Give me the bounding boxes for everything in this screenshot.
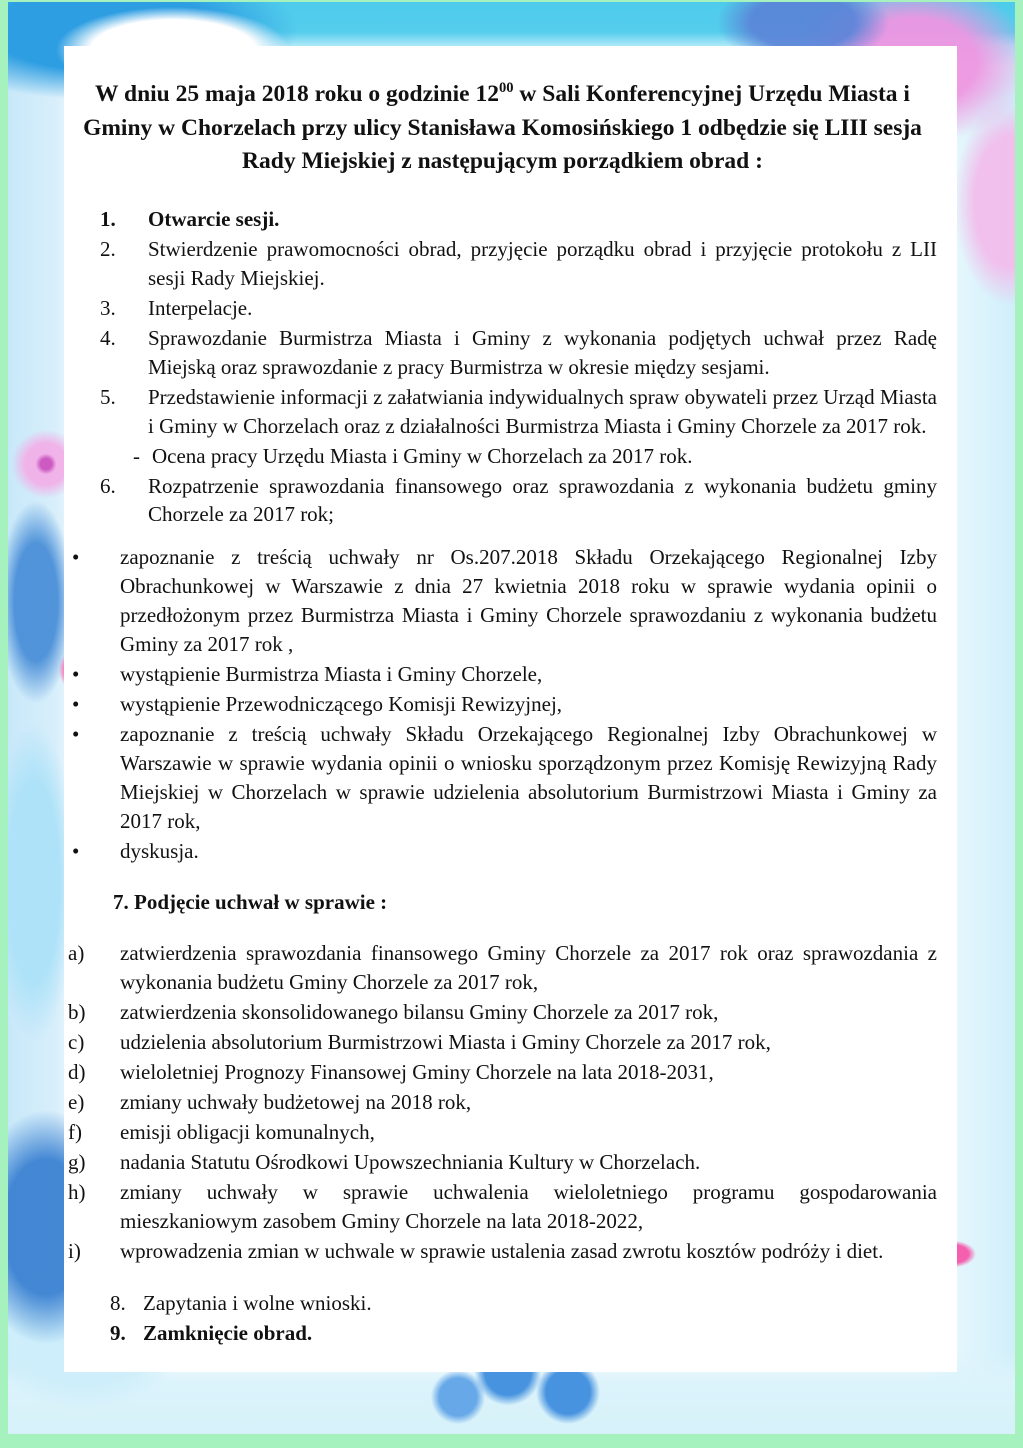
document-heading [68,78,937,179]
resolution-item-c [64,1028,943,1057]
bullet-marker: • [72,662,80,687]
letter-marker: g) [68,1149,86,1174]
list-marker: 2. [100,236,116,261]
bullet-marker: • [72,692,80,717]
resolution-item-i [64,1237,943,1266]
agenda-item-text: Sprawozdanie Burmistrza Miasta i Gminy z wykonania podjętych uchwał przez Radę Miejską oraz sprawozdanie z pracy Burmistrza w okresie między sesjami. [148,325,937,379]
document-sheet [64,46,957,1372]
agenda-item-text: Zamknięcie obrad. [143,1321,313,1346]
agenda-item-2 [64,235,943,293]
agenda-item-text: Rozpatrzenie sprawozdania finansowego oraz sprawozdania z wykonania budżetu gminy Chorzele za 2017 rok; [148,473,937,527]
agenda-item-text: Przedstawienie informacji z załatwiania indywidualnych spraw obywateli przez Urząd Miasta i Gminy w Chorzelach oraz z działalności Burmistrza Miasta i Gminy Chorzele za 2017 rok. [148,384,937,438]
resolution-item-b [64,998,943,1027]
agenda-item-5 [64,383,943,441]
resolution-item-f [64,1118,943,1147]
resolution-item-e [64,1088,943,1117]
resolution-item-h [64,1178,943,1236]
letter-marker: i) [68,1238,81,1263]
agenda-item-text: Otwarcie sesji. [148,206,280,231]
resolution-item-text: udzielenia absolutorium Burmistrzowi Miasta i Gminy Chorzele za 2017 rok, [120,1029,771,1054]
list-marker: 3. [100,295,116,320]
bullet-item-text: wystąpienie Przewodniczącego Komisji Rewizyjnej, [120,692,563,717]
letter-marker: h) [68,1179,86,1204]
bullet-item-text: zapoznanie z treścią uchwały Składu Orzekającego Regionalnej Izby Obrachunkowej w Warszawie w sprawie wydania opinii o wniosku sporządzonym przez Komisję Rewizyjną Rady Miejskiej w Chorzelach w sprawie udzielenia absolutorium Burmistrzowi Miasta i Gminy za 2017 rok, [120,722,937,834]
bullet-marker: • [72,545,80,570]
bullet-item-4 [64,720,943,836]
agenda-item-text: Interpelacje. [148,295,253,320]
resolution-item-text: zmiany uchwały budżetowej na 2018 rok, [120,1089,472,1114]
closing-items [64,1288,943,1349]
agenda-item-3 [64,294,943,323]
resolution-item-text: zatwierdzenia skonsolidowanego bilansu Gminy Chorzele za 2017 rok, [120,1000,719,1024]
bullet-marker: • [72,839,80,864]
list-marker: 6. [100,473,116,498]
agenda-item-8 [64,1288,943,1318]
letter-marker: f) [68,1119,82,1144]
agenda-item-9 [64,1318,943,1348]
bullet-item-2 [64,660,943,689]
agenda-item-1 [64,205,943,234]
section-7-heading: 7. Podjęcie uchwał w sprawie : [113,890,388,915]
letter-marker: b) [68,1000,86,1024]
bullet-item-text: zapoznanie z treścią uchwały nr Os.207.2018 Składu Orzekającego Regionalnej Izby Obrachunkowej w Warszawie z dnia 27 kwietnia 2018 roku w sprawie wydania opinii o przedłożonym przez Burmistrza Miasta i Gminy Chorzele sprawozdaniu z wykonania budżetu Gminy za 2017 rok , [120,545,937,657]
list-marker: 5. [100,384,116,409]
resolution-item-text: emisji obligacji komunalnych, [120,1119,375,1144]
bullet-item-text: dyskusja. [120,839,199,864]
bullet-marker: • [72,722,80,747]
resolution-item-d [64,1058,943,1087]
resolution-item-g [64,1148,943,1177]
heading-text-1: W dniu 25 maja 2018 roku o godzinie 12 [95,81,499,107]
dash-marker: - [133,443,140,468]
resolution-item-text: zatwierdzenia sprawozdania finansowego Gminy Chorzele za 2017 rok oraz sprawozdania z wykonania budżetu Gminy Chorzele za 2017 rok, [120,941,937,995]
heading-superscript: 00 [498,80,514,97]
bullet-list [64,543,943,866]
agenda-subitem-5a [64,442,943,471]
list-marker: 8. [110,1290,126,1315]
bullet-item-text: wystąpienie Burmistrza Miasta i Gminy Chorzele, [120,662,543,687]
resolution-item-text: nadania Statutu Ośrodkowi Upowszechniania Kultury w Chorzelach. [120,1149,701,1174]
list-marker: 4. [100,325,116,350]
agenda-item-text: Ocena pracy Urzędu Miasta i Gminy w Chorzelach za 2017 rok. [152,443,693,468]
agenda-item-text: Zapytania i wolne wnioski. [143,1290,372,1315]
agenda-item-6 [64,472,943,530]
letter-marker: a) [68,941,85,966]
letter-marker: c) [68,1029,85,1054]
agenda-item-4 [64,324,943,382]
bullet-item-3 [64,690,943,719]
list-marker: 9. [110,1321,126,1346]
resolution-item-text: wieloletniej Prognozy Finansowej Gminy Chorzele na lata 2018-2031, [120,1059,714,1084]
agenda-item-text: Stwierdzenie prawomocności obrad, przyjęcie porządku obrad i przyjęcie protokołu z LII sesji Rady Miejskiej. [148,236,937,290]
list-marker: 1. [100,206,116,231]
letter-marker: e) [68,1089,85,1114]
resolution-item-text: wprowadzenia zmian w uchwale w sprawie ustalenia zasad zwrotu kosztów podróży i diet. [120,1238,884,1263]
heading-text-2: w Sali Konferencyjnej Urzędu Miasta i Gminy w Chorzelach przy ulicy Stanisława Komosińskiego 1 odbędzie się LIII sesja Rady Miejskiej z następującym porządkiem obrad : [83,81,922,175]
letter-marker: d) [68,1059,86,1084]
resolution-item-text: zmiany uchwały w sprawie uchwalenia wieloletniego programu gospodarowania mieszkaniowym zasobem Gminy Chorzele na lata 2018-2022, [120,1179,937,1233]
resolution-item-a [64,939,943,997]
bullet-item-5 [64,837,943,866]
bullet-item-1 [64,543,943,659]
